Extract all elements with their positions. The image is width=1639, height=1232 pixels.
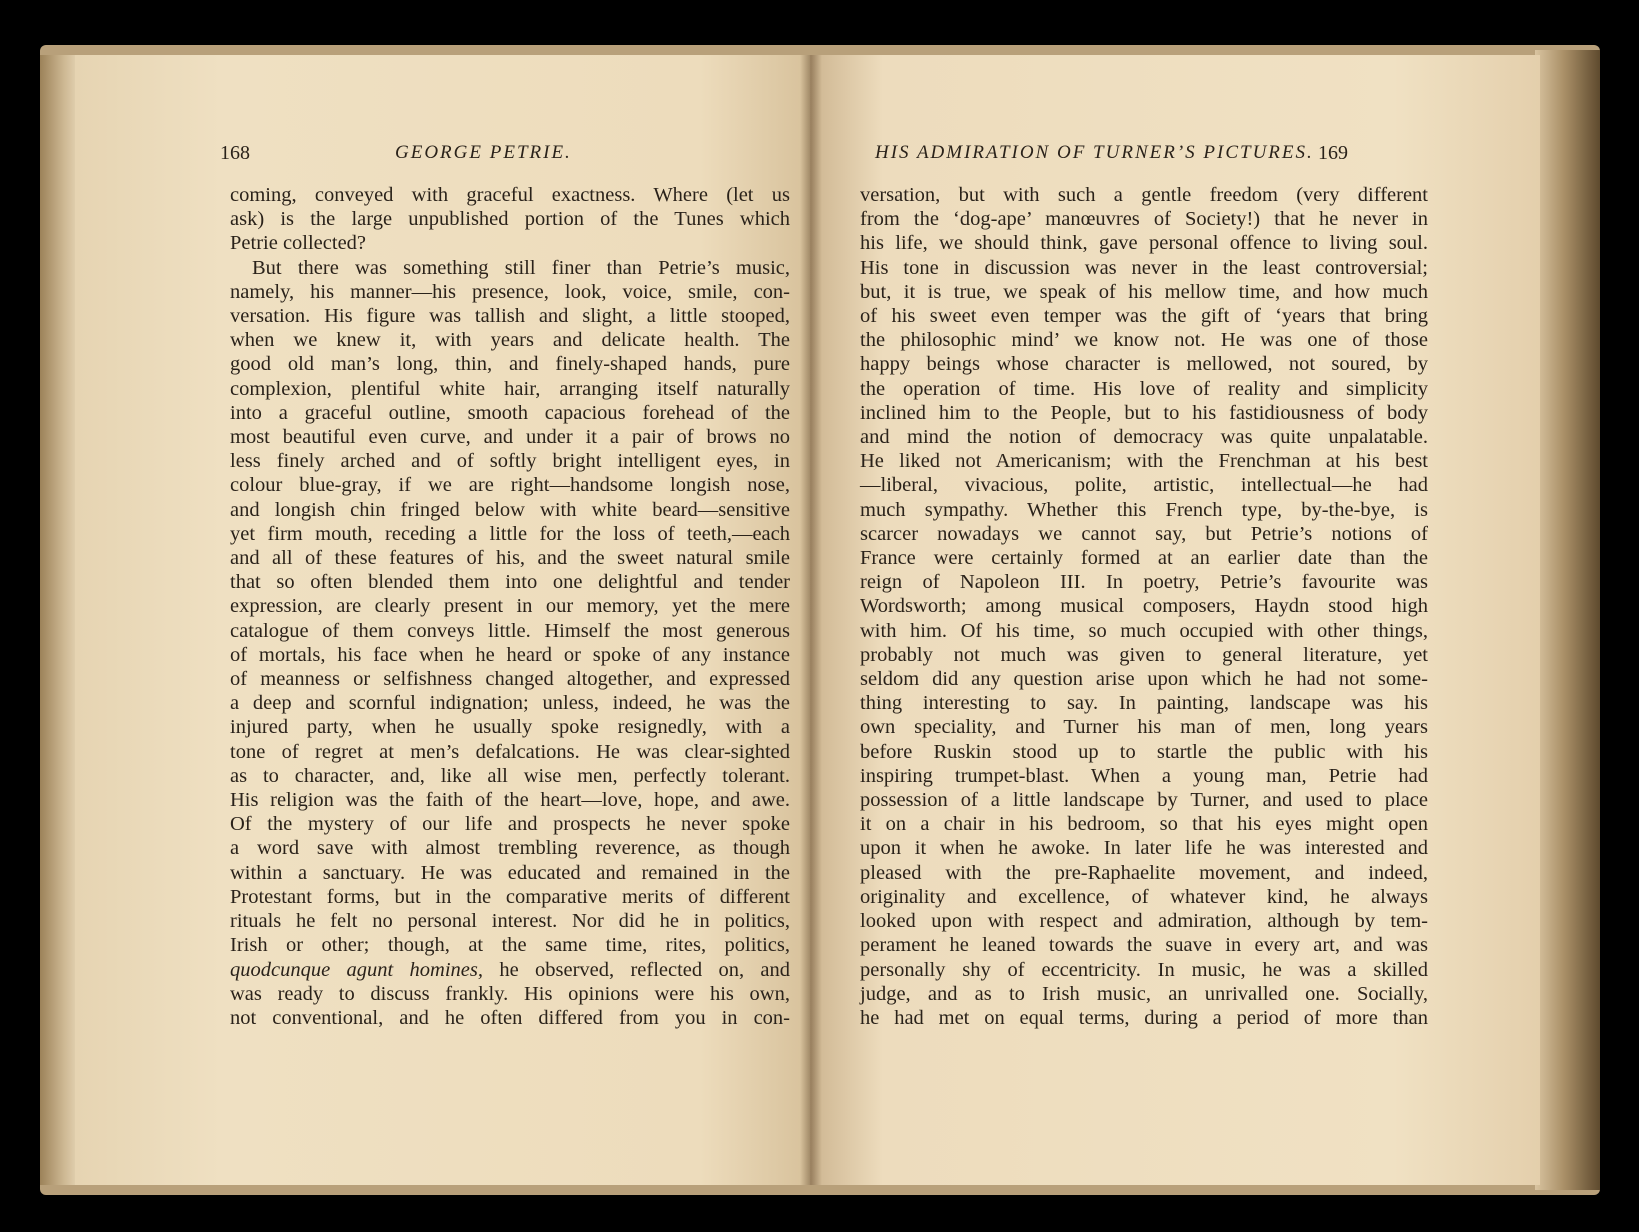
text-line: Wordsworth; among musical composers, Haydn stood high xyxy=(860,595,1428,618)
text-line: into a graceful outline, smooth capacious forehead of the xyxy=(230,401,790,424)
text-line: seldom did any question arise upon which he had not some- xyxy=(860,668,1428,691)
text-line: a deep and scornful indignation; unless, indeed, he was the xyxy=(230,692,790,715)
text-line: much sympathy. Whether this French type, by-the-bye, is xyxy=(860,498,1428,521)
text-line: originality and excellence, of whatever kind, he always xyxy=(860,885,1428,908)
text-line: when we knew it, with years and delicate health. The xyxy=(230,329,790,352)
text-line: of his sweet even temper was the gift of ‘years that bring xyxy=(860,305,1428,328)
text-line: good old man’s long, thin, and finely-shaped hands, pure xyxy=(230,353,790,376)
text-line: of meanness or selfishness changed altogether, and expressed xyxy=(230,668,790,691)
text-line: Irish or other; though, at the same time, rites, politics, xyxy=(230,934,790,957)
text-line: upon it when he awoke. In later life he was interested and xyxy=(860,837,1428,860)
text-line: probably not much was given to general literature, yet xyxy=(860,643,1428,666)
running-head-title: GEORGE PETRIE. xyxy=(395,142,572,163)
text-line: his life, we should think, gave personal offence to living soul. xyxy=(860,232,1428,255)
text-line: ask) is the large unpublished portion of the Tunes which xyxy=(230,208,790,231)
text-line: versation. His figure was tallish and slight, a little stooped, xyxy=(230,305,790,328)
text-line: Of the mystery of our life and prospects he never spoke xyxy=(230,813,790,836)
text-line: from the ‘dog-ape’ manœuvres of Society!) that he never in xyxy=(860,208,1428,231)
text-line: thing interesting to say. In painting, landscape was his xyxy=(860,692,1428,715)
text-line: inspiring trumpet-blast. When a young man, Petrie had xyxy=(860,764,1428,787)
text-line: within a sanctuary. He was educated and remained in the xyxy=(230,861,790,884)
text-line: expression, are clearly present in our memory, yet the mere xyxy=(230,595,790,618)
text-line: the operation of time. His love of reality and simplicity xyxy=(860,377,1428,400)
text-line: and mind the notion of democracy was quite unpalatable. xyxy=(860,426,1428,449)
text-line: and all of these features of his, and the sweet natural smile xyxy=(230,547,790,570)
text-line: scarcer nowadays we cannot say, but Petrie’s notions of xyxy=(860,522,1428,545)
text-line: versation, but with such a gentle freedom (very different xyxy=(860,184,1428,206)
text-line: with him. Of his time, so much occupied with other things, xyxy=(860,619,1428,642)
text-line: but, it is true, we speak of his mellow time, and how much xyxy=(860,280,1428,303)
right-body-text xyxy=(860,183,1428,1030)
text-line: personally shy of eccentricity. In music, he was a skilled xyxy=(860,958,1428,981)
running-head-title: HIS ADMIRATION OF TURNER’S PICTURES. xyxy=(875,142,1314,163)
text-line: a word save with almost trembling reverence, as though xyxy=(230,837,790,860)
text-line: as to character, and, like all wise men, perfectly tolerant. xyxy=(230,764,790,787)
text-line: happy beings whose character is mellowed, not soured, by xyxy=(860,353,1428,376)
text-line: quodcunque agunt homines, he observed, reflected on, and xyxy=(230,958,790,981)
text-line: France were certainly formed at an earlier date than the xyxy=(860,547,1428,570)
text-line: colour blue-gray, if we are right—handsome longish nose, xyxy=(230,474,790,497)
book-gutter xyxy=(800,55,822,1185)
text-line: He liked not Americanism; with the Frenchman at his best xyxy=(860,450,1428,473)
left-running-head xyxy=(75,138,810,168)
text-line: and longish chin fringed below with white beard—sensitive xyxy=(230,498,790,521)
text-line: judge, and as to Irish music, an unrivalled one. Socially, xyxy=(860,982,1428,1005)
text-line: perament he leaned towards the suave in every art, and was xyxy=(860,934,1428,957)
right-running-head xyxy=(810,138,1540,168)
right-page xyxy=(810,55,1540,1185)
text-line: coming, conveyed with graceful exactness. Where (let us xyxy=(230,184,790,206)
text-line: looked upon with respect and admiration, although by tem- xyxy=(860,910,1428,933)
text-line: His religion was the faith of the heart—love, hope, and awe. xyxy=(230,789,790,812)
text-line: most beautiful even curve, and under it a pair of brows no xyxy=(230,426,790,449)
text-line: yet firm mouth, receding a little for the loss of teeth,—each xyxy=(230,522,790,545)
page-edge-left xyxy=(40,55,80,1185)
text-line: reign of Napoleon III. In poetry, Petrie’s favourite was xyxy=(860,571,1428,594)
text-line: that so often blended them into one delightful and tender xyxy=(230,571,790,594)
text-line: was ready to discuss frankly. His opinions were his own, xyxy=(230,982,790,1005)
text-line: inclined him to the People, but to his fastidiousness of body xyxy=(860,401,1428,424)
left-page xyxy=(75,55,810,1185)
text-line: complexion, plentiful white hair, arranging itself naturally xyxy=(230,377,790,400)
text-line: of mortals, his face when he heard or spoke of any instance xyxy=(230,643,790,666)
text-line: —liberal, vivacious, polite, artistic, intellectual—he had xyxy=(860,474,1428,497)
text-line: But there was something still finer than Petrie’s music, xyxy=(252,256,790,279)
text-line: the philosophic mind’ we know not. He was one of those xyxy=(860,329,1428,352)
text-line: tone of regret at men’s defalcations. He was clear-sighted xyxy=(230,740,790,763)
text-line: pleased with the pre-Raphaelite movement, and indeed, xyxy=(860,861,1428,884)
page-number: 168 xyxy=(220,142,250,164)
text-line: less finely arched and of softly bright intelligent eyes, in xyxy=(230,450,790,473)
text-line: own speciality, and Turner his man of men, long years xyxy=(860,716,1428,739)
page-edge-right xyxy=(1535,50,1600,1190)
text-line: rituals he felt no personal interest. Nor did he in politics, xyxy=(230,910,790,933)
text-line: Petrie collected? xyxy=(230,232,367,255)
text-line: possession of a little landscape by Turner, and used to place xyxy=(860,789,1428,812)
left-body-text xyxy=(230,183,790,1030)
text-line: Protestant forms, but in the comparative merits of different xyxy=(230,885,790,908)
text-line: before Ruskin stood up to startle the public with his xyxy=(860,740,1428,763)
text-line: not conventional, and he often differed from you in con- xyxy=(230,1006,790,1029)
text-line: His tone in discussion was never in the least controversial; xyxy=(860,256,1428,279)
page-number: 169 xyxy=(1318,142,1348,164)
text-line: catalogue of them conveys little. Himself the most generous xyxy=(230,619,790,642)
text-line: it on a chair in his bedroom, so that his eyes might open xyxy=(860,813,1428,836)
text-line: he had met on equal terms, during a period of more than xyxy=(860,1006,1428,1029)
text-line: injured party, when he usually spoke resignedly, with a xyxy=(230,716,790,739)
text-line: namely, his manner—his presence, look, voice, smile, con- xyxy=(230,280,790,303)
